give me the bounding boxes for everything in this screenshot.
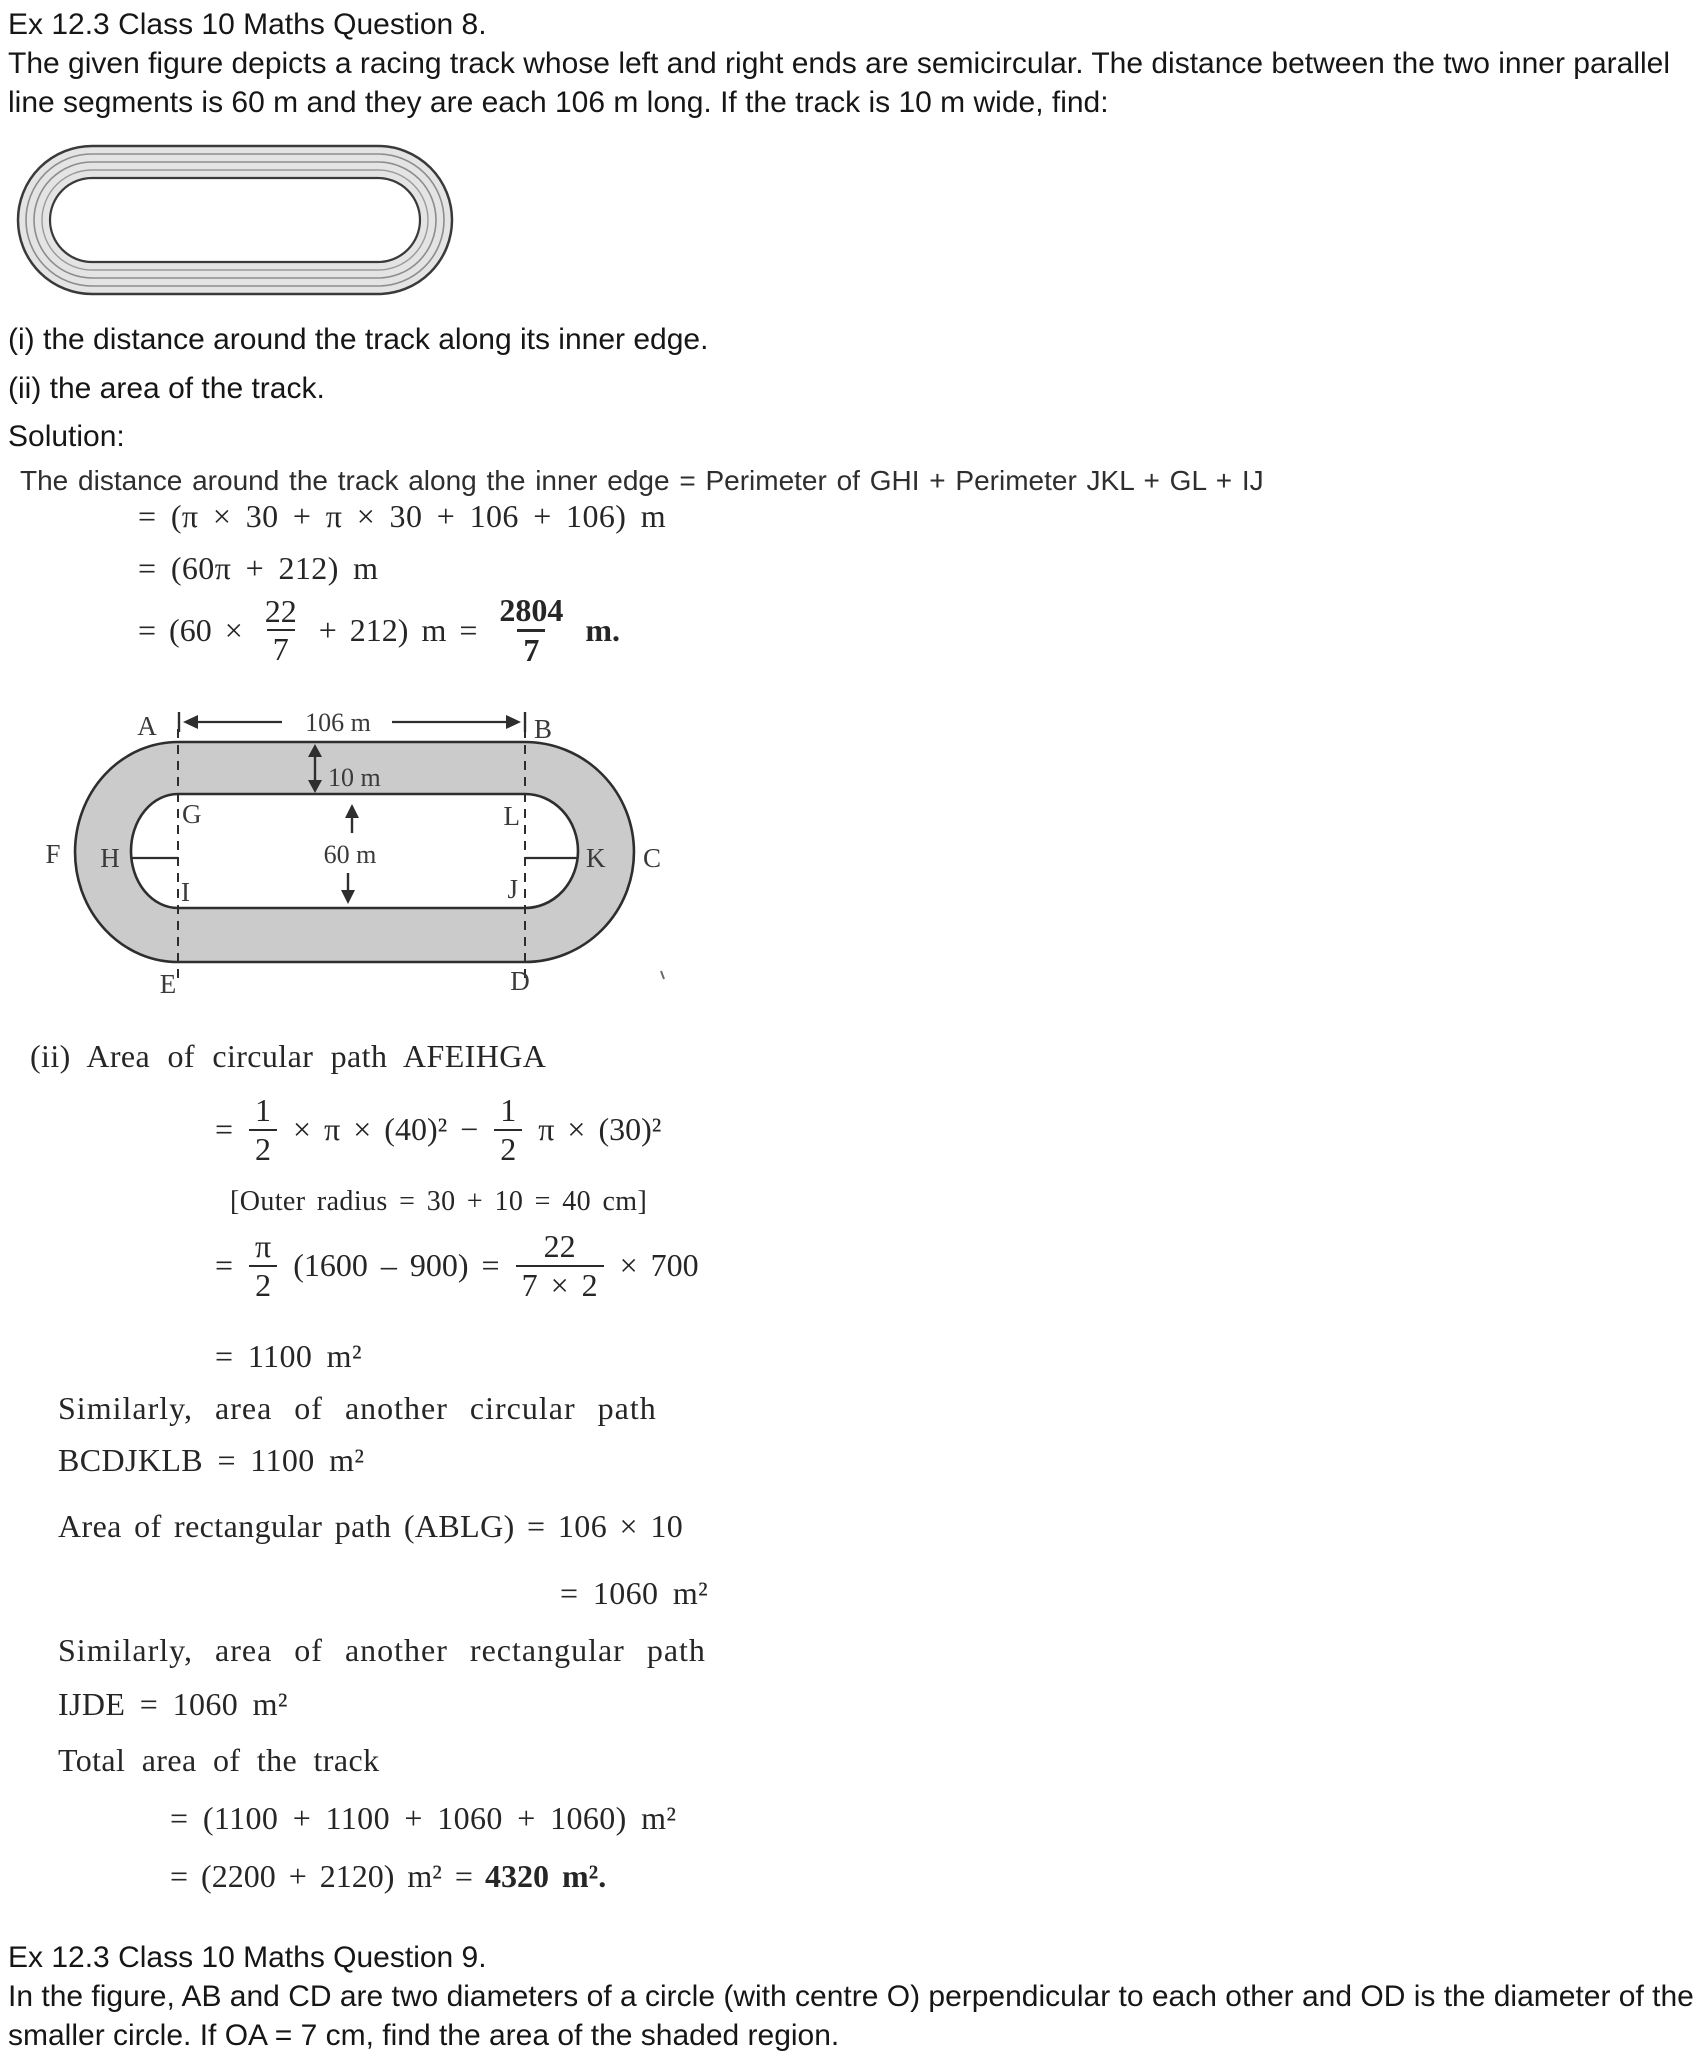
point-label-h: H: [100, 843, 120, 873]
eq3-mid: + 212) m =: [318, 611, 478, 648]
scan-speck: [661, 971, 664, 979]
point-label-f: F: [45, 839, 61, 869]
total-eq-2: [170, 1858, 606, 1895]
dim-106m-arrowhead-right: [506, 715, 521, 729]
q8-body: The given figure depicts a racing track whose left and right ends are semicircular. The distance between the two inner parallel line segments is 60 m and they are each 106 m long. If the track is 10 m wide, find:: [8, 47, 1671, 119]
point-label-b: B: [533, 714, 553, 744]
q8-part-ii: (ii) the area of the track.: [8, 372, 325, 405]
sim-circular-value: BCDJKLB = 1100 m²: [58, 1442, 365, 1478]
eq-area-2-seg2: × 700: [619, 1247, 699, 1284]
eq-area-3: = 1100 m²: [215, 1338, 362, 1374]
eq-area-2-seg1: (1600 – 900) =: [293, 1247, 500, 1284]
fraction-22-7x2: $\frac{22}{7 \times 2}$: [516, 1228, 604, 1304]
fraction-pi-2: $\frac{\pi}{2}$: [249, 1228, 277, 1304]
fraction-22-7: $\frac{22}{7}$: [264, 592, 297, 668]
area-heading: (ii) Area of circular path AFEIHGA: [30, 1038, 547, 1074]
point-label-g: G: [182, 799, 202, 829]
point-label-i: I: [181, 877, 190, 907]
eq-area-2-eq: =: [215, 1247, 234, 1284]
eq3-suffix: m.: [585, 611, 621, 648]
fraction-1-2-a: $\frac{1}{2}$: [249, 1092, 277, 1168]
point-label-c: C: [642, 843, 662, 873]
dim-60m-arrowhead-up: [345, 804, 359, 818]
point-label-l: L: [503, 801, 520, 831]
eq-perimeter-1: = (π × 30 + π × 30 + 106 + 106) m: [138, 498, 666, 534]
eq3-prefix: = (60 ×: [138, 611, 243, 648]
eq-perimeter-3: [138, 592, 620, 669]
q9-title: Ex 12.3 Class 10 Maths Question 9.: [8, 1941, 487, 1974]
rect-path-value: = 1060 m²: [560, 1575, 709, 1611]
solution-intro: The distance around the track along the inner edge = Perimeter of GHI + Perimeter JKL + GL + IJ: [20, 465, 1264, 496]
total-label: Total area of the track: [58, 1742, 380, 1778]
dim-10m-label: 10 m: [328, 763, 381, 792]
q8-title: Ex 12.3 Class 10 Maths Question 8.: [8, 8, 487, 41]
q8-part-i: (i) the distance around the track along its inner edge.: [8, 323, 709, 356]
dim-106m-label: 106 m: [305, 708, 371, 737]
point-label-k: K: [586, 843, 606, 873]
eq-area-1-eq: =: [215, 1111, 234, 1148]
fraction-1-2-b: $\frac{1}{2}$: [494, 1092, 522, 1168]
eq-area-1: [215, 1092, 661, 1168]
eq-perimeter-2: = (60π + 212) m: [138, 550, 379, 586]
track-thumbnail-figure: [15, 142, 455, 298]
point-label-d: D: [510, 966, 530, 996]
rect-path-text: Area of rectangular path (ABLG) = 106 × 10: [58, 1508, 684, 1544]
point-label-j: J: [507, 874, 518, 904]
thumb-inner-edge: [50, 178, 420, 262]
track-diagram: [20, 695, 670, 1017]
eq-area-note: [Outer radius = 30 + 10 = 40 cm]: [230, 1186, 648, 1217]
solution-label: Solution:: [8, 420, 125, 453]
total-eq-1: = (1100 + 1100 + 1060 + 1060) m²: [170, 1800, 677, 1836]
dim-60m-label: 60 m: [323, 840, 377, 869]
sim-circular-text: Similarly, area of another circular path: [58, 1390, 657, 1426]
point-label-a: A: [137, 711, 157, 741]
sim-rect-value: IJDE = 1060 m²: [58, 1686, 288, 1722]
point-label-e: E: [159, 969, 177, 999]
fraction-2804-7: $\frac{2804}{7}$: [499, 592, 564, 668]
total-eq-2-prefix: = (2200 + 2120) m² =: [170, 1858, 473, 1894]
eq-area-1-seg2: π × (30)²: [538, 1111, 662, 1148]
eq-area-1-seg1: × π × (40)² −: [293, 1111, 479, 1148]
total-eq-2-result: 4320 m².: [484, 1858, 607, 1894]
dim-60m-arrowhead-down: [341, 890, 355, 904]
eq-area-2: [215, 1228, 699, 1304]
q9-body: In the figure, AB and CD are two diameters of a circle (with centre O) perpendicular to each other and OD is the diameter of the smaller circle. If OA = 7 cm, find the area of the shaded region.: [8, 1980, 1694, 2052]
dim-106m-arrowhead-left: [183, 715, 198, 729]
sim-rect-text: Similarly, area of another rectangular path: [58, 1632, 706, 1668]
